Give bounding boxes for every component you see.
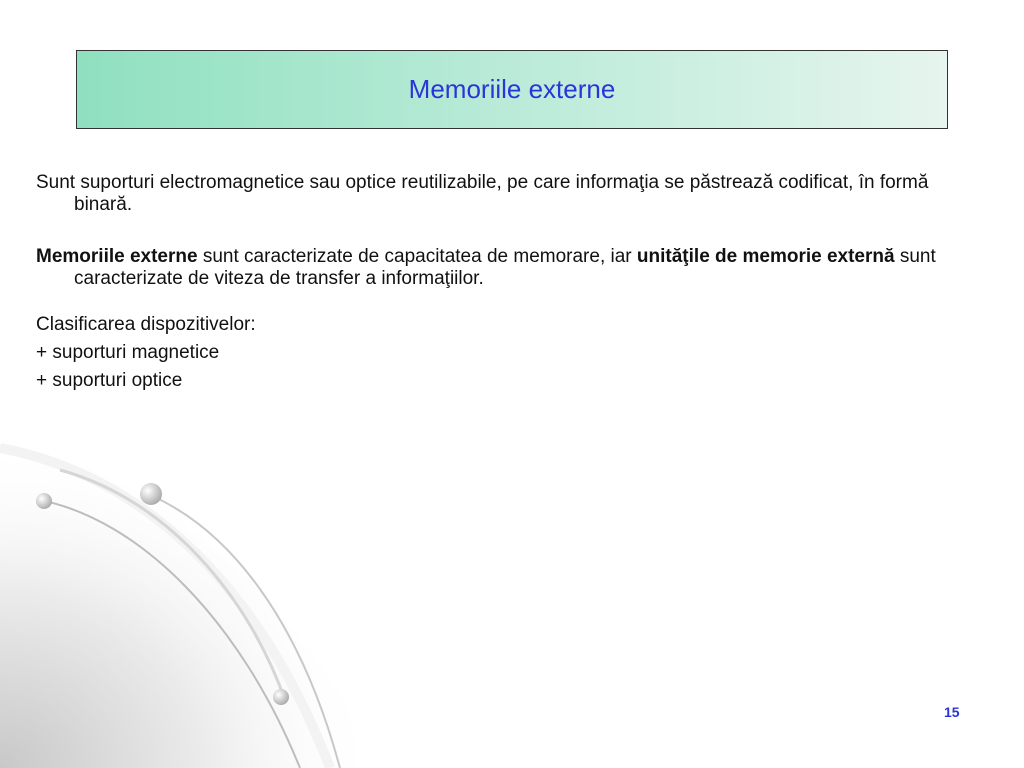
decor-bubble bbox=[36, 493, 52, 509]
slide-body bbox=[36, 172, 936, 392]
slide-title-box bbox=[76, 50, 948, 129]
page-number: 15 bbox=[944, 704, 960, 720]
decor-bubble bbox=[273, 689, 289, 705]
bold-term-memory-units: unităţile de memorie externă bbox=[636, 246, 895, 267]
classification-label: Clasificarea dispozitivelor: bbox=[36, 314, 256, 335]
decor-bubble bbox=[140, 483, 162, 505]
list-item-optical: + suporturi optice bbox=[36, 370, 183, 391]
slide-title: Memoriile externe bbox=[408, 74, 616, 104]
paragraph-characteristics: Memoriile externe sunt caracterizate de capacitatea de memorare, iar unităţile de memorie externă sunt caracterizate de viteza de transfer a informaţiilor. bbox=[36, 246, 936, 289]
list-item-magnetic: + suporturi magnetice bbox=[36, 342, 220, 363]
paragraph-definition: Sunt suporturi electromagnetice sau optice reutilizabile, pe care informaţia se păstrează codificat, în formă binară. bbox=[36, 172, 929, 215]
bold-term-external-memories: Memoriile externe bbox=[36, 246, 198, 267]
